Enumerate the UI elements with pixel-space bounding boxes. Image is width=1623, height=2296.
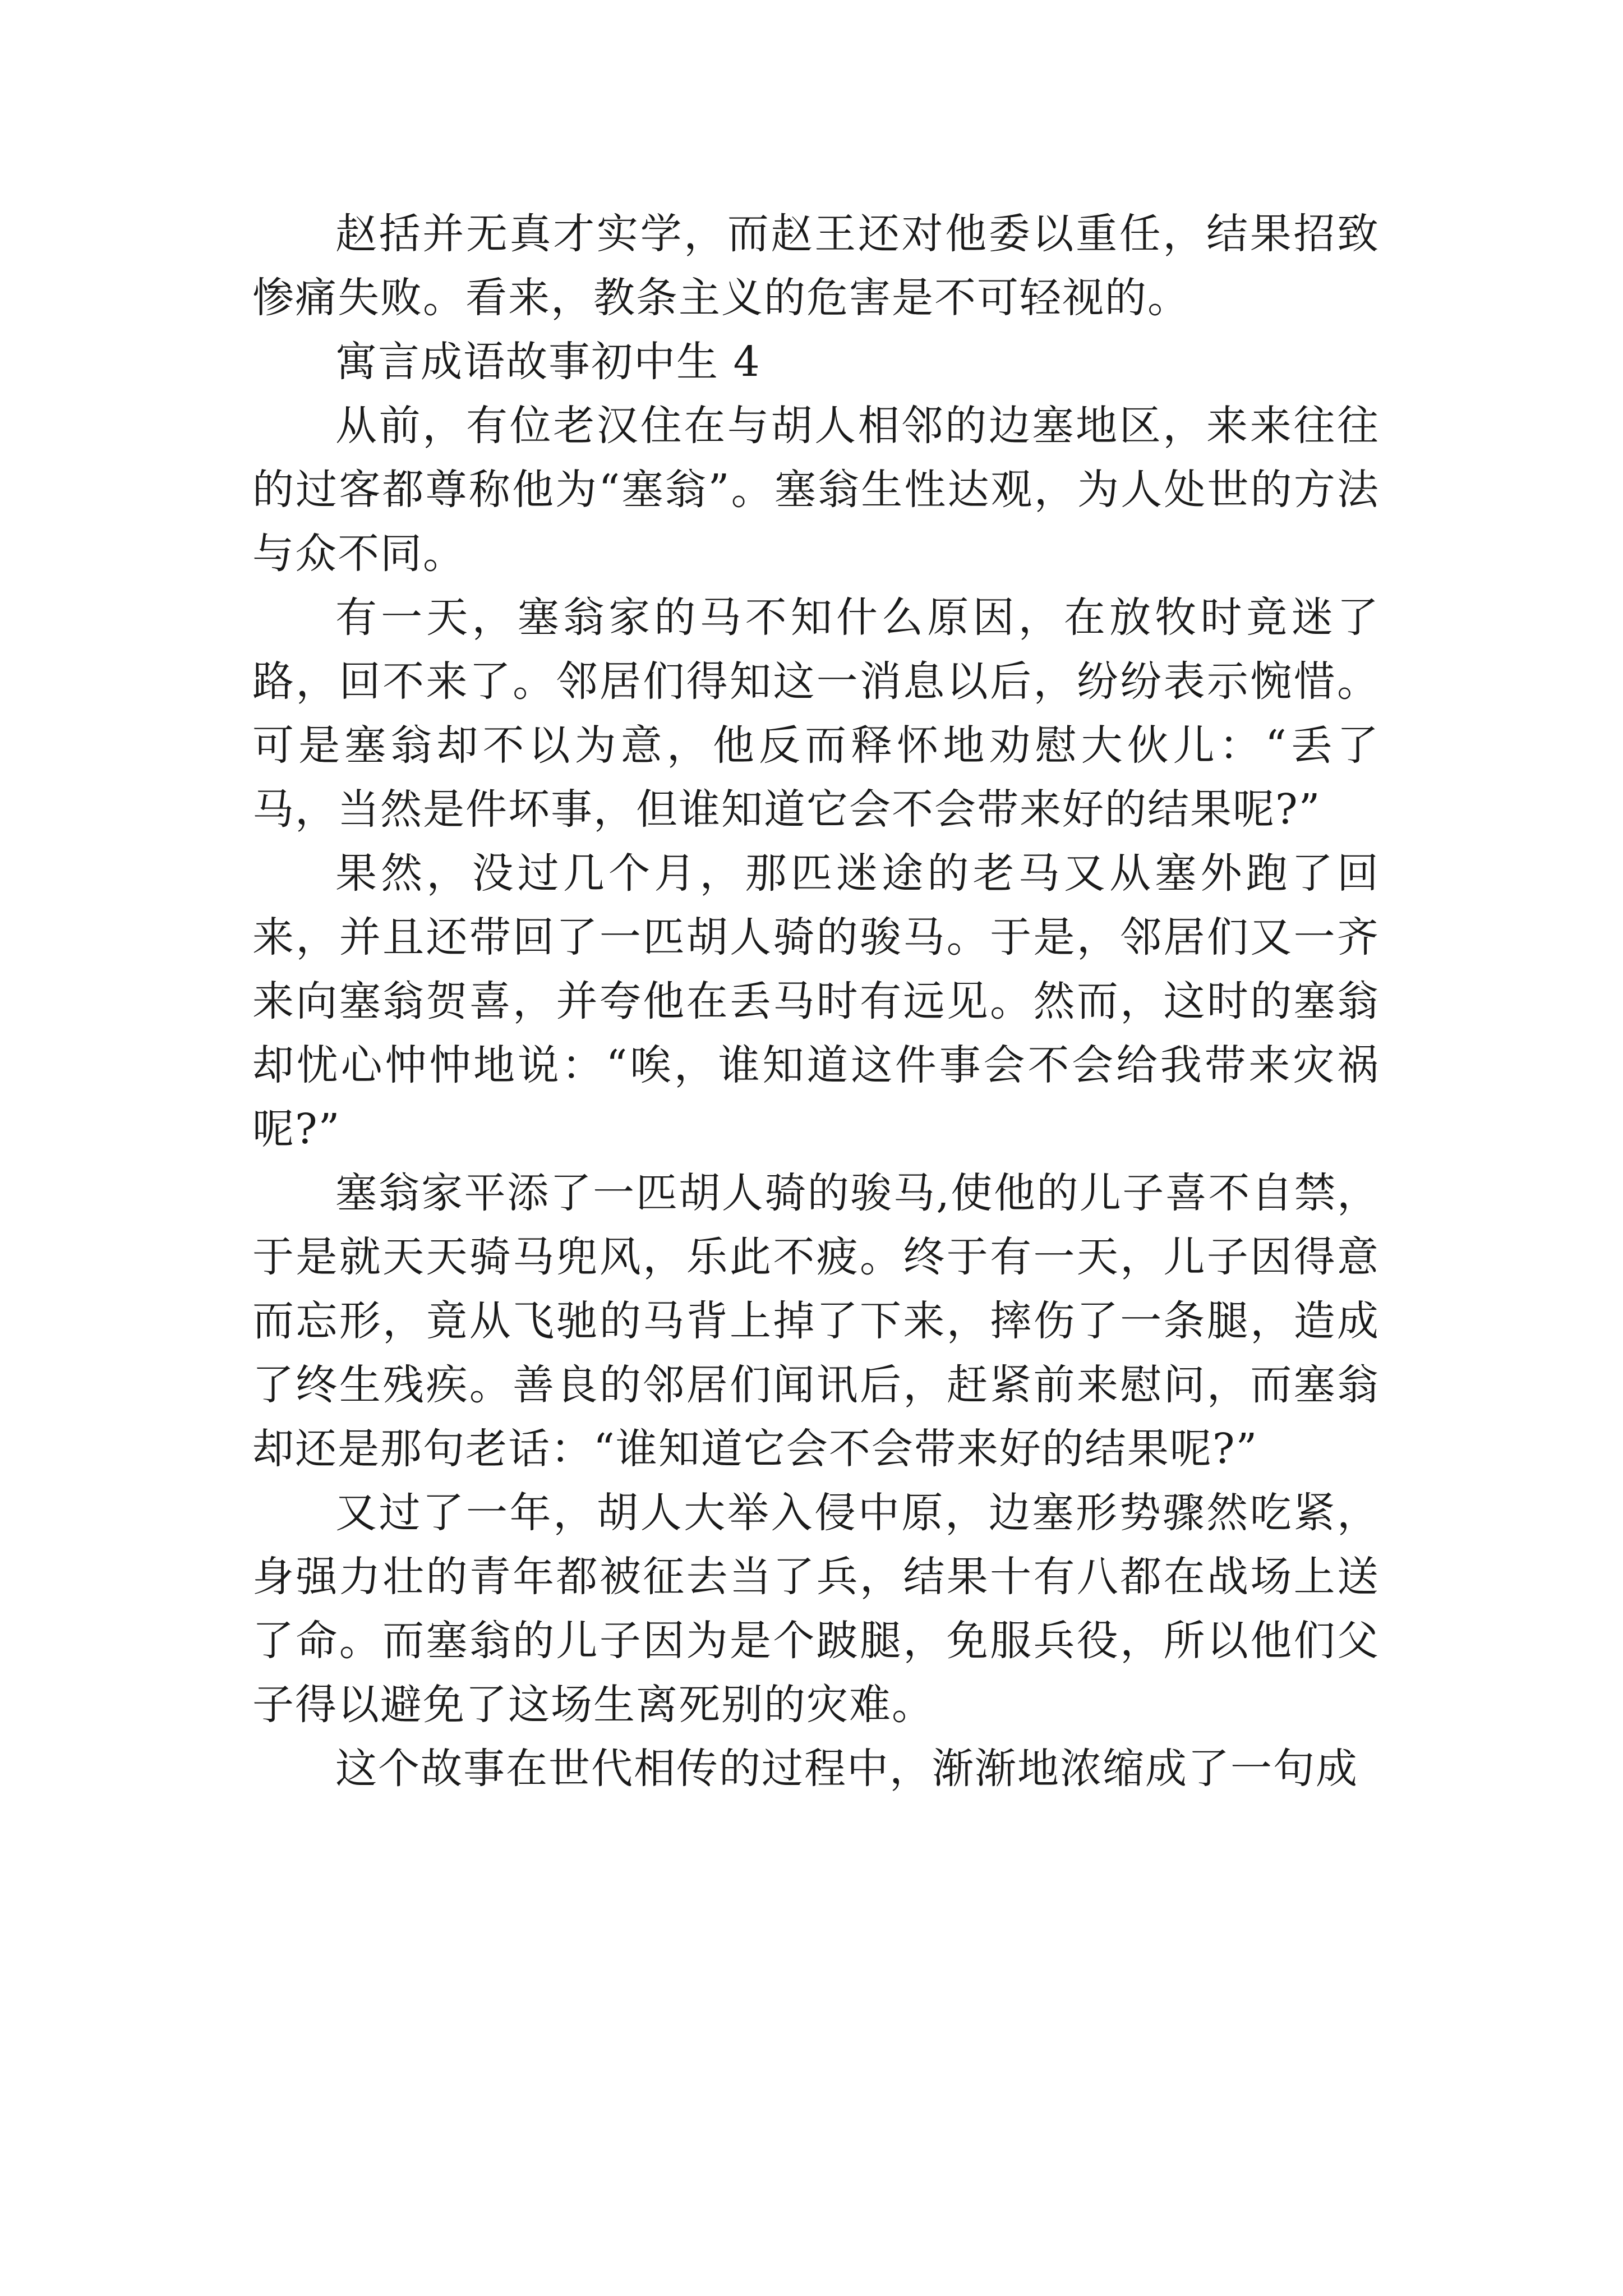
section-heading: 寓言成语故事初中生 4 [335, 338, 761, 386]
document-body [252, 202, 1380, 1801]
paragraph-zhao-kuo-conclusion: 赵括并无真才实学，而赵王还对他委以重任，结果招致惨痛失败。看来，教条主义的危害是不可轻视的。 [252, 210, 1380, 322]
paragraph-war: 又过了一年，胡人大举入侵中原，边塞形势骤然吃紧，身强力壮的青年都被征去当了兵，结果十有八都在战场上送了命。而塞翁的儿子因为是个跛腿，免服兵役，所以他们父子得以避免了这场生离死别的灾难。 [252, 1489, 1380, 1729]
paragraph-intro-saiweng: 从前，有位老汉住在与胡人相邻的边塞地区，来来往往的过客都尊称他为“塞翁”。塞翁生性达观，为人处世的方法与众不同。 [252, 402, 1380, 578]
paragraph-horse-returns: 果然，没过几个月，那匹迷途的老马又从塞外跑了回来，并且还带回了一匹胡人骑的骏马。于是，邻居们又一齐来向塞翁贺喜，并夸他在丢马时有远见。然而，这时的塞翁却忧心忡忡地说：“唉，谁知道这件事会不会给我带来灾祸呢?” [252, 849, 1380, 1153]
paragraph-idiom-origin: 这个故事在世代相传的过程中，渐渐地浓缩成了一句成 [335, 1745, 1358, 1793]
paragraph-lost-horse: 有一天，塞翁家的马不知什么原因，在放牧时竟迷了路，回不来了。邻居们得知这一消息以后，纷纷表示惋惜。可是塞翁却不以为意，他反而释怀地劝慰大伙儿：“丢了马，当然是件坏事，但谁知道它会不会带来好的结果呢?” [252, 593, 1380, 834]
paragraph-son-injured: 塞翁家平添了一匹胡人骑的骏马,使他的儿子喜不自禁，于是就天天骑马兜风，乐此不疲。终于有一天，儿子因得意而忘形，竟从飞驰的马背上掉了下来，摔伤了一条腿，造成了终生残疾。善良的邻居们闻讯后，赶紧前来慰问，而塞翁却还是那句老话：“谁知道它会不会带来好的结果呢?” [252, 1169, 1380, 1473]
